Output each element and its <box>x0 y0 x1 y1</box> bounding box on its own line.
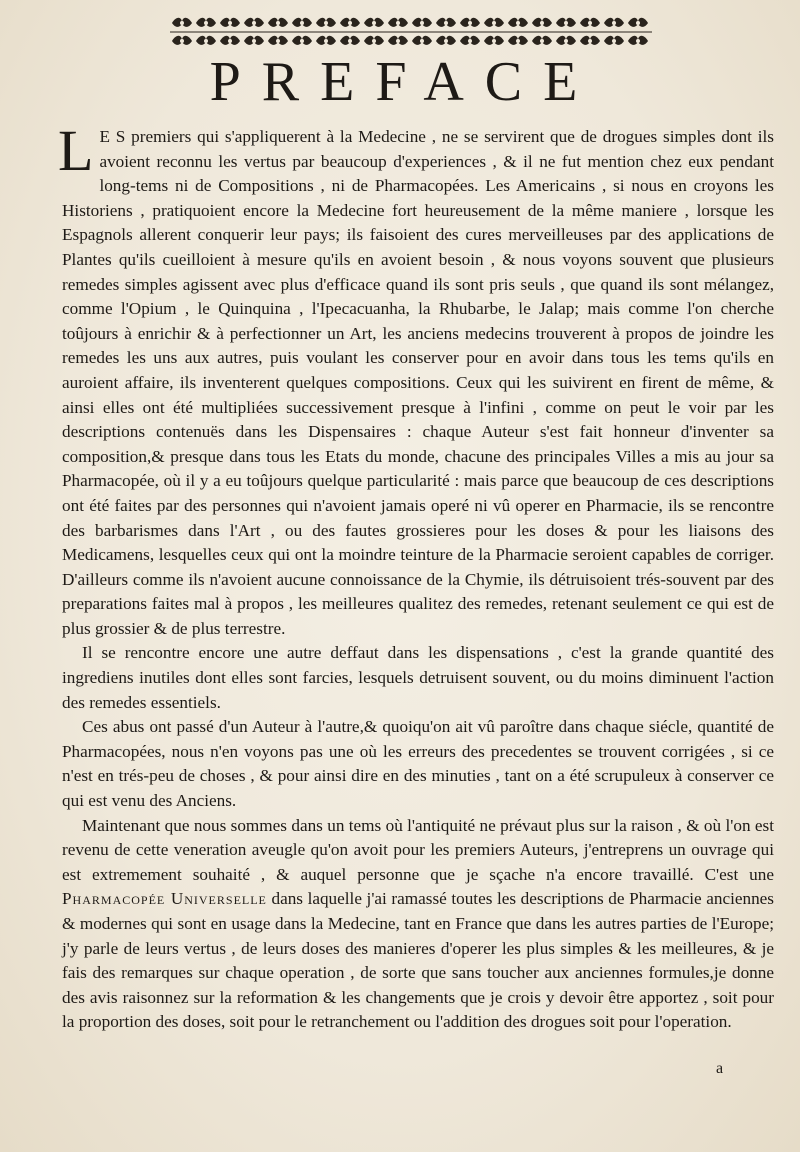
preface-text <box>58 118 774 1035</box>
drop-cap: L <box>58 118 94 183</box>
headpiece-ornament <box>170 14 652 50</box>
page-title: PREFACE <box>209 51 599 113</box>
ornament-band <box>170 14 652 50</box>
paragraph-2: Il se rencontre encore une autre deffaut dans les dispensations , c'est la grande quantité des ingrediens inutiles dont elles sont farcies, lesquels detruisent souvent, ou du moins diminuent l'action des remedes essentiels. <box>62 643 774 712</box>
work-title: Pharmacopée Universelle <box>62 889 267 909</box>
paragraph-3: Ces abus ont passé d'un Auteur à l'autre,& quoiqu'on ait vû paroître dans chaque siécle, quantité de Pharmacopées, nous n'en voyons pas une où les erreurs des precedentes se trouvent corrigées , si ce n'est en trés-peu de choses , & pour ainsi dire en des minuties , tant on a été scrupuleux à conserver ce qui est venu des Anciens. <box>62 717 774 811</box>
paragraph-1: L E S premiers qui s'appliquerent à la Medecine , ne se servirent que de drogues simples dont ils avoient reconnu les vertus par beaucoup d'experiences , & il ne fut mention chez eux pendant long-tems ni de Compositions , ni de Pharmacopées. Les Americains , si nous en croyons les Historiens , pratiquoient encore la Medecine fort heureusement de la même maniere , lorsque les Espagnols allerent conquerir leur pays; ils faisoient des cures merveilleuses par des applications de Plantes qu'ils cueilloient à mesure qu'ils en avoient besoin , & nous voyons souvent que plusieurs remedes simples agissent avec plus d'efficace quand ils sont pris seuls , que quand ils sont mélangez, comme l'Opium , le Quinquina , l'Ipecacuanha, la Rhubarbe, le Jalap; mais comme l'on cherche toûjours à enrichir & à perfectionner un Art, les anciens medecins trouverent à propos de joindre les remedes les uns aux autres, puis voulant les conserver pour en avoir dans tous les tems qu'ils en auroient affaire, ils inventerent quelques compositions. Ceux qui les suivirent en firent de même, & ainsi elles ont été multipliées successivement presque à l'infini , comme on peut le voir par les descriptions contenuës dans les Dispensaires : chaque Auteur s'est fait honneur d'inventer sa composition,& presque dans tous les Etats du monde, chacune des principales Villes a mis au jour sa Pharmacopée, où il y a eu toûjours quelque particularité : mais parce que beaucoup de ces descriptions ont été faites par des personnes qui n'avoient jamais operé ni vû operer en Pharmacie, ils se rencontre des barbarismes dans l'Art , ou des fautes grossieres pour les doses & pour les liaisons des Medicamens, lesquelles ceux qui ont la moindre teinture de la Pharmacie seroient capables de corriger. D'ailleurs comme ils n'avoient aucune connoissance de la Chymie, ils détruisoient trés-souvent par des preparations faites mal à propos , les meilleures qualitez des remedes, retenant seulement ce qui est de plus grossier & de plus terrestre. <box>58 118 774 638</box>
paragraph-4: Maintenant que nous sommes dans un tems où l'antiquité ne prévaut plus sur la raison , & où l'on est revenu de cette veneration aveugle qu'on avoit pour les premiers Auteurs, j'entreprens un ouvrage qui est extremement souhaité , & auquel personne que je sçache n'a encore travaillé. C'est une Pharmacopée Universelle dans laquelle j'ai ramassé toutes les descriptions de Pharmacie anciennes & modernes qui sont en usage dans la Medecine, tant en France que dans les autres parties de l'Europe; j'y parle de leurs vertus , de leurs doses des manieres d'operer les plus simples & les meilleures, & je fais des remarques sur chaque operation , de sorte que sans toucher aux anciennes formules,je donne des avis raisonnez sur la reformation & les changements que je crois y devoir être apportez , soit pour la proportion des doses, soit pour le retranchement ou l'addition des drogues soit pour l'operation. <box>62 815 774 1032</box>
catchword: a <box>716 1060 724 1077</box>
